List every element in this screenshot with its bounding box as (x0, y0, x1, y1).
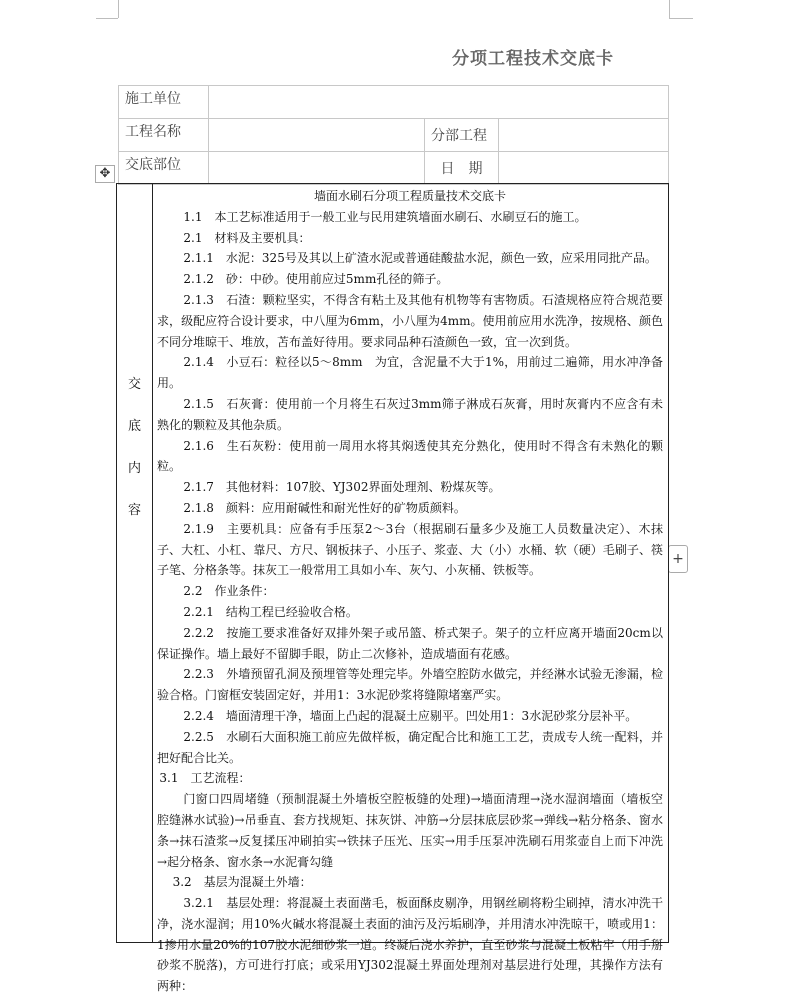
content-body[interactable] (157, 186, 663, 997)
date-value-cell[interactable] (499, 152, 669, 185)
paragraph: 3.1 工艺流程： (159, 771, 251, 786)
paragraph: 3.2.1 基层处理：将混凝土表面凿毛，板面酥皮剔净，用钢丝刷将粉尘刷掉，清水冲洗干净，浇水湿润；用10%火碱水将混凝土表面的油污及污垢刷净，并用清水冲洗晾干，喷或用1：1掺用水量20%的107胶水泥细砂浆一道。终凝后浇水养护，直至砂浆与混凝土板粘牢（用手掰砂浆不脱落)，方可进行打底；或采用YJ302混凝土界面处理剂对基层进行处理，其操作方法有两种： (157, 896, 663, 994)
subproject-value-cell[interactable] (499, 119, 669, 152)
page-corner-mark (669, 0, 670, 18)
content-label-char: 容 (127, 503, 141, 518)
paragraph: 2.1.3 石渣：颗粒坚实，不得含有粘土及其他有机物等有害物质。石渣规格应符合规范要求，级配应符合设计要求，中八厘为6mm，小八厘为4mm。使用前应用水洗净，按规格、颜色不同分堆晾干、堆放，苫布盖好待用。要求同品种石渣颜色一致，宜一次到货。 (157, 292, 663, 349)
unit-value-cell[interactable] (209, 86, 669, 119)
content-label-char: 内 (127, 461, 141, 476)
project-value-cell[interactable] (209, 119, 425, 152)
table-move-handle-icon[interactable]: ✥ (95, 165, 115, 183)
paragraph: 2.2 作业条件： (183, 584, 275, 599)
content-label-char: 底 (127, 419, 141, 434)
paragraph: 2.1.5 石灰膏：使用前一个月将生石灰过3mm筛子淋成石灰膏，用时灰膏内不应含有未熟化的颗粒及其他杂质。 (157, 396, 663, 432)
paragraph: 2.1.1 水泥：325号及其以上矿渣水泥或普通硅酸盐水泥，颜色一致，应采用同批产品。 (183, 251, 657, 266)
header-table (118, 85, 669, 185)
add-row-plus-icon[interactable]: + (668, 545, 688, 573)
paragraph: 2.1.8 颜料：应用耐碱性和耐光性好的矿物质颜料。 (183, 500, 466, 515)
paragraph: 2.2.3 外墙预留孔洞及预埋管等处理完毕。外墙空腔防水做完，并经淋水试验无渗漏，检验合格。门窗框安装固定好，并用1：3水泥砂浆将缝隙堵塞严实。 (157, 667, 663, 703)
content-label-column (117, 184, 153, 942)
content-label-char: 交 (127, 377, 141, 392)
paragraph: 2.1.2 砂：中砂。使用前应过5mm孔径的筛子。 (183, 272, 449, 287)
subproject-label: 分部工程 (425, 119, 499, 152)
paragraph: 2.2.2 按施工要求准备好双排外架子或吊篮、桥式架子。架子的立杆应离开墙面20cm以保证操作。墙上最好不留脚手眼，防止二次修补，造成墙面有花感。 (157, 625, 663, 661)
date-label: 日 期 (425, 152, 499, 185)
part-label: 交底部位 (119, 152, 209, 185)
paragraph: 2.2.5 水刷石大面积施工前应先做样板，确定配合比和施工工艺，责成专人统一配料，并把好配合比关。 (157, 729, 663, 765)
content-title: 墙面水刷石分项工程质量技术交底卡 (313, 189, 506, 203)
paragraph: 2.1.7 其他材料：107胶、YJ302界面处理剂、粉煤灰等。 (183, 480, 501, 495)
page-corner-mark (118, 0, 119, 18)
unit-label: 施工单位 (119, 86, 209, 119)
paragraph: 3.2 基层为混凝土外墙： (172, 875, 312, 890)
paragraph: 2.2.4 墙面清理干净，墙面上凸起的混凝土应剔平。凹处用1：3水泥砂浆分层补平。 (183, 708, 638, 723)
document-title: 分项工程技术交底卡 (452, 49, 614, 69)
page-corner-mark (96, 18, 118, 19)
paragraph: 2.1.4 小豆石：粒径以5～8mm 为宜，含泥量不大于1%，用前过二遍筛，用水冲净备用。 (157, 355, 663, 391)
paragraph: 1.1 本工艺标准适用于一般工业与民用建筑墙面水刷石、水刷豆石的施工。 (183, 209, 587, 224)
paragraph: 2.1 材料及主要机具： (183, 230, 311, 245)
content-table (116, 183, 669, 994)
paragraph: 2.2.1 结构工程已经验收合格。 (183, 604, 358, 619)
part-value-cell[interactable] (209, 152, 425, 185)
paragraph: 2.1.6 生石灰粉：使用前一周用水将其焖透使其充分熟化，使用时不得含有未熟化的颗粒。 (157, 438, 663, 474)
paragraph: 门窗口四周堵缝（预制混凝土外墙板空腔板缝的处理)→墙面清理→浇水湿润墙面（墙板空腔缝淋水试验)→吊垂直、套方找规矩、抹灰饼、冲筋→分层抹底层砂浆→弹线→粘分格条、窗水条→抹石渣浆→反复揉压冲刷拍实→铁抹子压光、压实→用手压泵冲洗刷石用浆壶自上而下冲洗→起分格条、窗水条→水泥膏勾缝 (157, 792, 663, 869)
paragraph: 2.1.9 主要机具：应备有手压泵2～3台（根据刷石量多少及施工人员数量决定）、木抹子、大杠、小杠、靠尺、方尺、钢板抹子、小压子、浆壶、大（小）水桶、软（硬）毛刷子、筷子笔、分格条等。抹灰工一般常用工具如小车、灰勺、小灰桶、铁板等。 (157, 521, 663, 578)
page-corner-mark (669, 18, 693, 19)
project-label: 工程名称 (119, 119, 209, 152)
